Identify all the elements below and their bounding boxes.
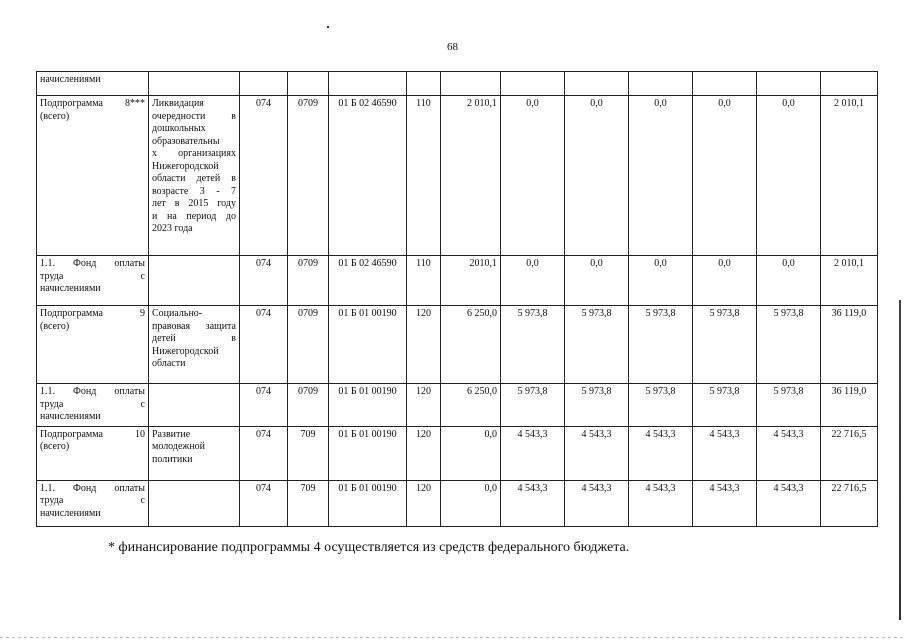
table-cell: 120 (407, 480, 441, 526)
indicator-cell: Подпрограмма 8*** (всего) (37, 96, 149, 256)
table-cell (407, 72, 441, 96)
table-cell: 709 (288, 480, 329, 526)
table-cell: 110 (407, 96, 441, 256)
indicator-cell: Подпрограмма 9 (всего) (37, 306, 149, 384)
page-number: 68 (447, 41, 458, 53)
table-cell: 4 543,3 (565, 480, 629, 526)
table-cell: 5 973,8 (565, 306, 629, 384)
program-name-cell (149, 256, 240, 306)
table-row (37, 480, 878, 526)
table-cell: 074 (240, 96, 288, 256)
table-cell: 5 973,8 (629, 306, 693, 384)
indicator-cell: 1.1. Фонд оплаты труда с начислениями (37, 256, 149, 306)
program-name-cell: Развитие молодежной политики (149, 426, 240, 480)
table-cell: 4 543,3 (501, 480, 565, 526)
table-cell: 120 (407, 306, 441, 384)
table-cell: 110 (407, 256, 441, 306)
table-cell: 01 Б 02 46590 (329, 256, 407, 306)
table-cell: 5 973,8 (501, 306, 565, 384)
table-cell: 709 (288, 426, 329, 480)
table-cell: 074 (240, 426, 288, 480)
table-cell: 0,0 (565, 256, 629, 306)
table-cell: 4 543,3 (757, 480, 821, 526)
table-cell (693, 72, 757, 96)
table-cell (757, 72, 821, 96)
footnote: * финансирование подпрограммы 4 осуществляется из средств федерального бюджета. (108, 540, 630, 555)
table-cell: 5 973,8 (757, 384, 821, 427)
table-cell: 0,0 (757, 96, 821, 256)
table-cell: 01 Б 01 00190 (329, 426, 407, 480)
table-cell: 4 543,3 (629, 426, 693, 480)
scan-speck (327, 26, 329, 28)
table-cell: 36 119,0 (821, 306, 878, 384)
table-cell: 5 973,8 (693, 384, 757, 427)
budget-table (36, 71, 878, 527)
table-cell: 6 250,0 (441, 306, 501, 384)
table-cell: 0,0 (757, 256, 821, 306)
table-cell: 4 543,3 (501, 426, 565, 480)
table-row (37, 426, 878, 480)
table-cell: 22 716,5 (821, 426, 878, 480)
table-cell: 01 Б 01 00190 (329, 384, 407, 427)
table-cell (441, 72, 501, 96)
table-cell: 074 (240, 480, 288, 526)
table-cell: 0,0 (501, 96, 565, 256)
table-cell: 0,0 (501, 256, 565, 306)
table-cell: 4 543,3 (629, 480, 693, 526)
table-cell: 2 010,1 (821, 256, 878, 306)
scan-edge-right (899, 0, 901, 640)
table-cell: 4 543,3 (693, 426, 757, 480)
table-cell: 2010,1 (441, 256, 501, 306)
table-cell: 0709 (288, 384, 329, 427)
table-cell: 0709 (288, 306, 329, 384)
table-row (37, 96, 878, 256)
indicator-cell: Подпрограмма 10 (всего) (37, 426, 149, 480)
table-cell (501, 72, 565, 96)
table-cell: 0709 (288, 256, 329, 306)
program-name-cell (149, 72, 240, 96)
table-cell (329, 72, 407, 96)
table-cell: 4 543,3 (693, 480, 757, 526)
table-cell (565, 72, 629, 96)
table-cell (240, 72, 288, 96)
program-name-cell: Социально- правовая защита детей в Нижегородской области (149, 306, 240, 384)
table-cell: 5 973,8 (501, 384, 565, 427)
table-cell: 01 Б 01 00190 (329, 306, 407, 384)
table-cell: 4 543,3 (757, 426, 821, 480)
table-cell: 0,0 (693, 256, 757, 306)
table-cell: 074 (240, 306, 288, 384)
table-cell: 5 973,8 (693, 306, 757, 384)
indicator-cell: 1.1. Фонд оплаты труда с начислениями (37, 384, 149, 427)
table-row (37, 306, 878, 384)
table-cell (821, 72, 878, 96)
indicator-cell: начислениями (37, 72, 149, 96)
table-cell: 0,0 (629, 256, 693, 306)
table-cell: 22 716,5 (821, 480, 878, 526)
program-name-cell (149, 384, 240, 427)
table-cell: 6 250,0 (441, 384, 501, 427)
table-cell: 0709 (288, 96, 329, 256)
table-cell: 36 119,0 (821, 384, 878, 427)
table-cell: 074 (240, 384, 288, 427)
table-row (37, 384, 878, 427)
table-row (37, 72, 878, 96)
table-cell: 0,0 (693, 96, 757, 256)
table-cell: 2 010,1 (821, 96, 878, 256)
table-cell: 4 543,3 (565, 426, 629, 480)
program-name-cell (149, 480, 240, 526)
table-cell: 120 (407, 384, 441, 427)
table-body (37, 72, 878, 527)
indicator-cell: 1.1. Фонд оплаты труда с начислениями (37, 480, 149, 526)
table-cell: 5 973,8 (757, 306, 821, 384)
program-name-cell: Ликвидация очередности в дошкольных образовательны х организациях Нижегородской области детей в возрасте 3 - 7 лет в 2015 году и на период до 2023 года (149, 96, 240, 256)
table-cell: 01 Б 01 00190 (329, 480, 407, 526)
table-cell (629, 72, 693, 96)
table-cell: 0,0 (565, 96, 629, 256)
table-cell: 01 Б 02 46590 (329, 96, 407, 256)
table-row (37, 256, 878, 306)
table-cell: 0,0 (629, 96, 693, 256)
table-cell: 0,0 (441, 426, 501, 480)
table-cell: 5 973,8 (565, 384, 629, 427)
table-cell: 5 973,8 (629, 384, 693, 427)
scan-edge-bottom (0, 637, 905, 638)
table-cell: 120 (407, 426, 441, 480)
table-cell (288, 72, 329, 96)
table-cell: 2 010,1 (441, 96, 501, 256)
table-cell: 0,0 (441, 480, 501, 526)
table-cell: 074 (240, 256, 288, 306)
